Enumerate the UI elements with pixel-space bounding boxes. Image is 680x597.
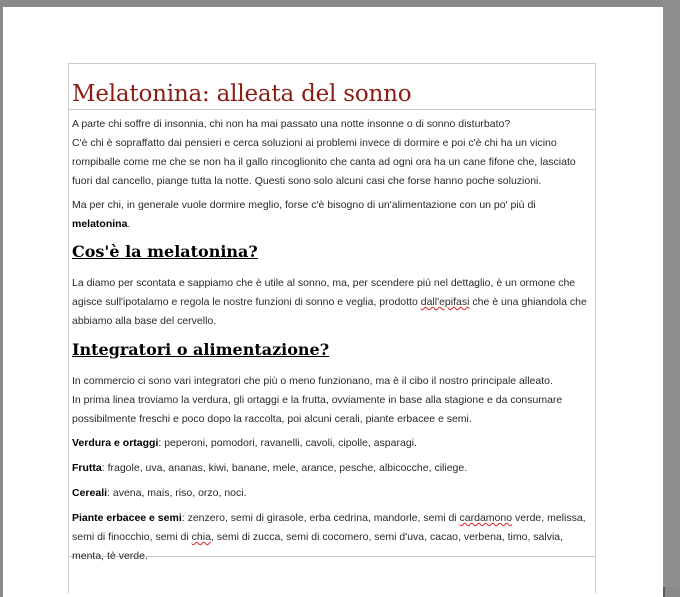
melatonina-bold: melatonina (72, 218, 128, 230)
list-item (72, 484, 596, 503)
intro-line1: A parte chi soffre di insonnia, chi non ha mai passato una notte insonne o di sonno disturbato? (72, 118, 511, 130)
list-item (72, 509, 596, 566)
item-text: , semi di zucca, semi di cocomero, semi d'uva, cacao, verbena, timo, salvia, menta, tè verde. (72, 531, 564, 562)
section1-text-end: che è una ghiandola che abbiamo alla base del cervello. (72, 296, 587, 327)
item-text: verde, melissa, semi di finocchio, semi di (72, 512, 586, 543)
page-title: Melatonina: alleata del sonno (72, 81, 412, 107)
item-text: : avena, mais, riso, orzo, noci. (107, 487, 247, 499)
scroll-gutter (663, 0, 680, 587)
item-text: : fragole, uva, ananas, kiwi, banane, mele, arance, pesche, albicocche, ciliege. (101, 462, 468, 474)
item-text: : peperoni, pomodori, ravanelli, cavoli, cipolle, asparagi. (158, 437, 417, 449)
section-heading-melatonina: Cos'è la melatonina? (72, 242, 258, 261)
section1-paragraph (72, 274, 596, 331)
section-heading-integratori: Integratori o alimentazione? (72, 340, 330, 359)
intro-line2: C'è chi è sopraffatto dai pensieri e cerca soluzioni ai problemi invece di dormire e poi c'è chi ha un vicino rompiballe come me che se non ha il gallo rincoglionito che canta ad ogni ora ha un cane fifone che, lasciato fuori dal cancello, piange tutta la notte. Questi sono solo alcuni casi che forse hanno poche soluzioni. (72, 137, 576, 187)
section1-text: La diamo per scontata e sappiamo che è utile al sonno, ma, per scendere più nel dettaglio, è un ormone che agisce sull'ipotalamo e regola le nostre funzioni di sonno e veglia, prodotto (72, 277, 576, 308)
item-label: Frutta (72, 462, 102, 474)
intro-line3 (72, 196, 596, 234)
misspelled-word: cardamono (459, 512, 513, 524)
item-label: Verdura e ortaggi (72, 437, 159, 449)
item-text: : zenzero, semi di girasole, erba cedrina, mandorle, semi di (181, 512, 460, 524)
misspelled-word: chia (191, 531, 211, 543)
misspelled-word: dall'epifasi (420, 296, 470, 308)
intro-line3-text: Ma per chi, in generale vuole dormire meglio, forse c'è bisogno di un'alimentazione con un po' più di (72, 199, 536, 211)
list-item (72, 459, 596, 478)
document-content[interactable] (72, 80, 596, 566)
item-label: Cereali (72, 487, 108, 499)
item-label: Piante erbacee e semi (72, 512, 182, 524)
list-item (72, 434, 596, 453)
section2-para1: In commercio ci sono vari integratori che più o meno funzionano, ma è il cibo il nostro principale alleato. (72, 375, 553, 387)
section2-para2: In prima linea troviamo la verdura, gli ortaggi e la frutta, ovviamente in base alla stagione e da consumare possibilmente freschi e poco dopo la raccolta, poi alcuni cerali, piante erbacee e semi. (72, 394, 563, 425)
intro-line3-end: . (127, 218, 131, 230)
